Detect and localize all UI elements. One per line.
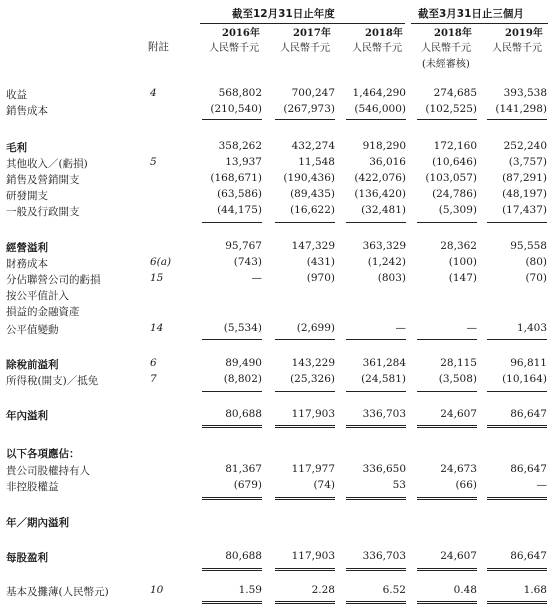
row-value: 1,403: [516, 322, 547, 334]
row-value: 143,229: [291, 357, 335, 369]
row-value: (267,973): [283, 103, 335, 115]
row-value: (743): [233, 256, 262, 268]
row-value: 24,607: [440, 550, 477, 562]
double-total-rule: [202, 601, 262, 604]
row-value: (32,481): [361, 204, 406, 216]
row-value: 86,647: [510, 408, 547, 420]
unit-header: 人民幣千元: [492, 43, 542, 54]
row-value: (3,508): [438, 373, 477, 385]
row-value: 700,247: [291, 87, 335, 99]
row-label: 研發開支: [6, 190, 48, 202]
row-value: —: [536, 479, 547, 491]
year-header: 2017年: [293, 28, 331, 39]
row-label: 所得稅(開支)／抵免: [6, 375, 99, 387]
row-note: 7: [150, 373, 157, 385]
row-label: 毛利: [6, 142, 27, 154]
row-note: 6(a): [150, 256, 172, 268]
row-value: (70): [525, 272, 547, 284]
subtotal-rule: [202, 119, 262, 120]
row-value: 81,367: [225, 463, 262, 475]
subtotal-rule: [487, 222, 547, 223]
subtotal-rule: [275, 339, 335, 340]
row-value: (10,164): [502, 373, 547, 385]
row-value: (16,622): [290, 204, 335, 216]
row-value: 1,464,290: [352, 87, 406, 99]
double-total-rule: [417, 497, 477, 500]
subtotal-rule: [417, 119, 477, 120]
row-label: 其他收入／(虧損): [6, 158, 88, 170]
row-label: 除稅前溢利: [6, 359, 59, 371]
row-label: 銷售成本: [6, 105, 48, 117]
subtotal-rule: [202, 222, 262, 223]
row-value: 147,329: [291, 240, 335, 252]
row-value: 95,558: [510, 240, 547, 252]
row-value: (48,197): [502, 188, 547, 200]
double-total-rule: [346, 568, 406, 571]
subtotal-rule: [417, 391, 477, 392]
row-value: 117,903: [291, 550, 335, 562]
row-value: (8,802): [223, 373, 262, 385]
subtotal-rule: [346, 339, 406, 340]
row-value: 363,329: [362, 240, 406, 252]
double-total-rule: [275, 497, 335, 500]
row-value: 918,290: [362, 140, 406, 152]
row-label: 公平值變動: [6, 324, 59, 336]
row-value: 432,274: [291, 140, 335, 152]
row-value: (10,646): [432, 156, 477, 168]
row-label: 非控股權益: [6, 481, 59, 493]
row-value: 36,016: [369, 156, 406, 168]
row-value: (5,309): [438, 204, 477, 216]
row-value: 336,703: [362, 550, 406, 562]
row-value: 80,688: [225, 550, 262, 562]
row-value: (66): [455, 479, 477, 491]
row-value: 53: [392, 479, 406, 491]
row-value: (3,757): [508, 156, 547, 168]
year-header: 2016年: [222, 28, 260, 39]
row-value: 24,607: [440, 408, 477, 420]
subtotal-rule: [275, 391, 335, 392]
row-value: (74): [313, 479, 335, 491]
row-value: 336,650: [362, 463, 406, 475]
subtotal-rule: [202, 339, 262, 340]
row-value: (190,436): [283, 172, 335, 184]
row-value: (17,437): [502, 204, 547, 216]
subtotal-rule: [275, 119, 335, 120]
row-value: (24,786): [432, 188, 477, 200]
row-value: 96,811: [510, 357, 547, 369]
row-value: (168,671): [210, 172, 262, 184]
year-header: 2018年: [365, 28, 403, 39]
double-total-rule: [487, 568, 547, 571]
row-value: (2,699): [296, 322, 335, 334]
row-value: 13,937: [225, 156, 262, 168]
row-value: 0.48: [453, 584, 477, 596]
row-value: (136,420): [354, 188, 406, 200]
subtotal-rule: [487, 339, 547, 340]
subtotal-rule: [487, 391, 547, 392]
row-label: 損益的金融資產: [6, 306, 80, 318]
double-total-rule: [487, 601, 547, 604]
subtotal-rule: [417, 222, 477, 223]
row-label: 收益: [6, 89, 27, 101]
row-label: 每股盈利: [6, 552, 48, 564]
subtotal-rule: [275, 222, 335, 223]
row-value: (1,242): [367, 256, 406, 268]
row-note: 10: [150, 584, 164, 596]
row-value: (5,534): [223, 322, 262, 334]
subtotal-rule: [346, 222, 406, 223]
row-value: 95,767: [225, 240, 262, 252]
row-label: 年／期內溢利: [6, 517, 69, 529]
row-value: (102,525): [425, 103, 477, 115]
double-total-rule: [275, 425, 335, 428]
unit-header: 人民幣千元: [280, 43, 330, 54]
row-value: 6.52: [382, 584, 406, 596]
year-header: 2018年: [434, 28, 472, 39]
row-value: 393,538: [503, 87, 547, 99]
row-value: (679): [233, 479, 262, 491]
row-value: (87,291): [502, 172, 547, 184]
row-note: 6: [150, 357, 157, 369]
row-value: (80): [525, 256, 547, 268]
row-value: (431): [306, 256, 335, 268]
row-value: —: [466, 322, 477, 334]
double-total-rule: [202, 497, 262, 500]
row-value: 1.68: [523, 584, 547, 596]
subtotal-rule: [346, 391, 406, 392]
row-value: 2.28: [311, 584, 335, 596]
row-value: 86,647: [510, 463, 547, 475]
double-total-rule: [417, 568, 477, 571]
row-value: (210,540): [210, 103, 262, 115]
row-value: (141,298): [495, 103, 547, 115]
row-value: 89,490: [225, 357, 262, 369]
row-value: —: [251, 272, 262, 284]
row-label: 貴公司股權持有人: [6, 465, 90, 477]
double-total-rule: [346, 425, 406, 428]
double-total-rule: [487, 425, 547, 428]
row-value: 252,240: [503, 140, 547, 152]
double-total-rule: [275, 568, 335, 571]
row-value: (970): [306, 272, 335, 284]
double-total-rule: [346, 497, 406, 500]
row-value: (44,175): [217, 204, 262, 216]
row-value: 336,703: [362, 408, 406, 420]
row-label: 一般及行政開支: [6, 206, 80, 218]
year-header: 2019年: [505, 28, 543, 39]
row-label: 財務成本: [6, 258, 48, 270]
unaudited-label: (未經審核): [422, 59, 470, 70]
note-column-header: 附註: [148, 41, 169, 53]
row-label: 銷售及營銷開支: [6, 174, 80, 186]
row-value: —: [395, 322, 406, 334]
row-value: (89,435): [290, 188, 335, 200]
row-label: 年內溢利: [6, 410, 48, 422]
row-label: 以下各項應佔：: [6, 448, 80, 460]
row-value: 117,977: [291, 463, 335, 475]
unit-header: 人民幣千元: [421, 43, 471, 54]
row-value: (803): [377, 272, 406, 284]
row-value: 80,688: [225, 408, 262, 420]
row-value: 24,673: [440, 463, 477, 475]
double-total-rule: [275, 601, 335, 604]
row-value: (422,076): [354, 172, 406, 184]
row-label: 按公平值計入: [6, 290, 69, 302]
row-value: (24,581): [361, 373, 406, 385]
double-total-rule: [487, 497, 547, 500]
row-note: 14: [150, 322, 164, 334]
row-value: 11,548: [298, 156, 335, 168]
subtotal-rule: [346, 119, 406, 120]
double-total-rule: [417, 601, 477, 604]
unit-header: 人民幣千元: [209, 43, 259, 54]
subtotal-rule: [487, 119, 547, 120]
subtotal-rule: [202, 391, 262, 392]
unit-header: 人民幣千元: [352, 43, 402, 54]
row-value: 274,685: [433, 87, 477, 99]
row-label: 分佔聯營公司的虧損: [6, 274, 101, 286]
row-note: 15: [150, 272, 164, 284]
row-value: 1.59: [238, 584, 262, 596]
row-value: 28,115: [440, 357, 477, 369]
double-total-rule: [202, 568, 262, 571]
row-value: (546,000): [354, 103, 406, 115]
double-total-rule: [417, 425, 477, 428]
row-label: 經營溢利: [6, 242, 48, 254]
row-label: 基本及攤薄(人民幣元): [6, 586, 109, 598]
row-value: 117,903: [291, 408, 335, 420]
row-value: 28,362: [440, 240, 477, 252]
row-value: (103,057): [425, 172, 477, 184]
row-value: 358,262: [218, 140, 262, 152]
row-value: 361,284: [362, 357, 406, 369]
row-value: (100): [448, 256, 477, 268]
row-value: 568,802: [218, 87, 262, 99]
row-note: 5: [150, 156, 157, 168]
row-value: (147): [448, 272, 477, 284]
row-value: (63,586): [217, 188, 262, 200]
double-total-rule: [202, 425, 262, 428]
double-total-rule: [346, 601, 406, 604]
subtotal-rule: [417, 339, 477, 340]
row-value: 86,647: [510, 550, 547, 562]
row-note: 4: [150, 87, 157, 99]
period-header-quarterly: 截至3月31日止三個月: [418, 8, 524, 20]
row-value: 172,160: [433, 140, 477, 152]
row-value: (25,326): [290, 373, 335, 385]
period-header-annual: 截至12月31日止年度: [232, 8, 335, 20]
